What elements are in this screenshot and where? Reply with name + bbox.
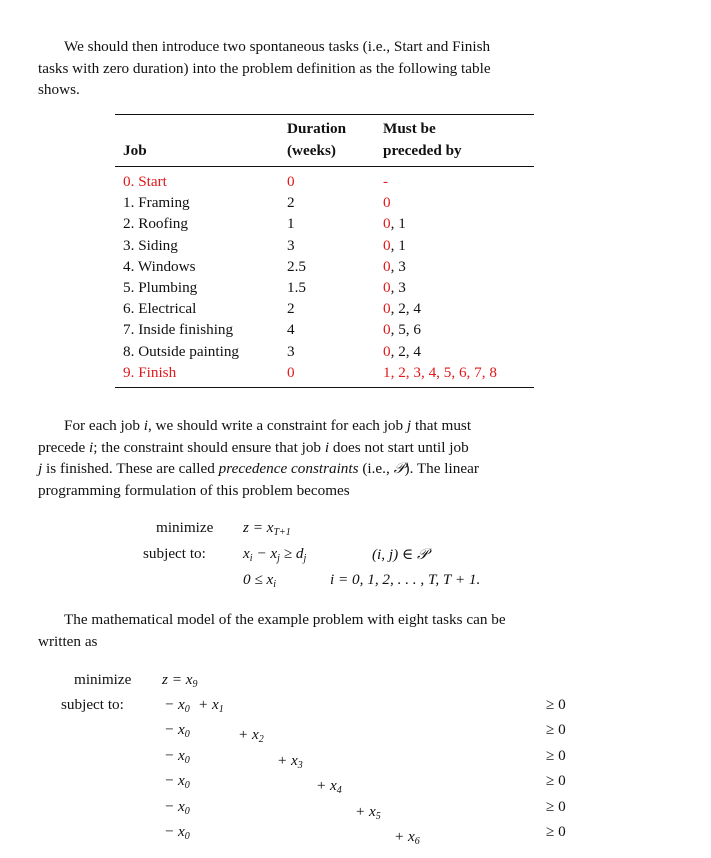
cell-duration: 3	[287, 342, 295, 360]
para2-text: (i.e.,	[358, 460, 394, 477]
model-rhs: ≥ 0	[546, 696, 566, 713]
preceded-rest: , 1	[390, 236, 406, 254]
start-reference: 0	[383, 321, 391, 339]
para3-line-1: The mathematical model of the example problem with eight tasks can be	[64, 611, 506, 628]
preceded-rest: , 3	[390, 279, 406, 296]
para2-emphasis: precedence constraints	[218, 460, 359, 477]
preceded-rest: , 5, 6	[390, 321, 421, 339]
start-reference: 0	[383, 194, 391, 212]
formulation-subject-to: subject to:	[143, 545, 206, 562]
cell-preceded	[383, 321, 421, 339]
formulation-objective	[243, 519, 291, 537]
constraint-text: x	[243, 545, 250, 562]
intro-paragraph	[38, 36, 610, 101]
start-reference: 0	[383, 236, 391, 254]
model-objective	[162, 671, 198, 689]
cell-duration: 2	[287, 300, 295, 318]
cell-preceded	[383, 194, 391, 212]
para2-text: , we should write a constraint for each job	[147, 417, 407, 434]
cell-job: 8. Outside painting	[123, 342, 240, 360]
start-reference: 0	[383, 279, 391, 296]
formulation-minimize: minimize	[156, 519, 214, 536]
table-bottom-rule	[115, 387, 534, 388]
preceded-rest: , 3	[390, 257, 406, 275]
cell-duration: 1	[287, 215, 295, 233]
model-paragraph	[38, 609, 610, 652]
model-pos-term: + $x_4$	[316, 777, 342, 797]
start-reference: 0	[383, 215, 391, 233]
model-neg-term: − $x_0$	[164, 746, 190, 766]
header-preceded-2: preceded by	[383, 142, 462, 159]
cell-preceded	[383, 258, 406, 276]
para2-text: ). The linear	[404, 460, 479, 477]
cell-job: 7. Inside finishing	[123, 321, 234, 339]
cell-preceded: 1, 2, 3, 4, 5, 6, 7, 8	[383, 363, 497, 381]
preceded-rest: , 1	[390, 215, 406, 233]
model-rhs: ≥ 0	[546, 823, 566, 840]
para2-line-4: programming formulation of this problem becomes	[38, 481, 350, 499]
para3-line-2: written as	[38, 632, 98, 650]
model-pos-term: + $x_2$	[238, 726, 264, 746]
model-rhs: ≥ 0	[546, 772, 566, 790]
objective-sub: T+1	[273, 527, 291, 538]
cell-preceded: -	[383, 173, 389, 190]
cell-preceded	[383, 300, 421, 318]
formulation-constraint: $x_i - x_j \ge d_j$	[243, 545, 307, 564]
cell-job: 5. Plumbing	[123, 279, 198, 296]
start-reference: 0	[383, 257, 391, 275]
header-job: Job	[123, 142, 147, 159]
constraint-text: ≥ d	[279, 545, 304, 562]
intro-line-3: shows.	[38, 81, 80, 98]
model-neg-term: − $x_0$	[164, 797, 190, 817]
start-reference: 0	[383, 300, 391, 318]
cell-duration: 0	[287, 363, 295, 381]
constraint-text: − x	[252, 545, 278, 562]
para2-text: does not start until job	[329, 438, 469, 456]
formulation-domain: (i, j) ∈ 𝒫	[372, 546, 428, 563]
formulation-bound: $0 \le x_i$	[243, 571, 277, 590]
para2-text: that must	[411, 417, 472, 434]
model-minimize: minimize	[74, 671, 132, 688]
para2-text: For each job	[64, 417, 144, 434]
cell-duration: 2.5	[287, 257, 306, 275]
cell-job: 4. Windows	[123, 257, 196, 275]
cell-job: 6. Electrical	[123, 300, 197, 318]
preceded-rest: , 2, 4	[390, 300, 421, 318]
cell-job: 1. Framing	[123, 194, 190, 212]
table-header-rule	[115, 166, 534, 167]
cell-job: 0. Start	[123, 173, 167, 190]
bound-text: 0 ≤ x	[243, 571, 274, 588]
model-pos-term: + $x_3$	[277, 751, 303, 771]
cell-preceded	[383, 237, 406, 255]
cell-duration: 2	[287, 194, 295, 212]
model-subject-to: subject to:	[61, 696, 124, 713]
model-objective-text: z = x	[162, 671, 193, 688]
cell-duration: 1.5	[287, 279, 306, 296]
intro-line-1: We should then introduce two spontaneous tasks (i.e., Start and Finish	[64, 38, 491, 55]
intro-line-2: tasks with zero duration) into the problem definition as the following table	[38, 59, 491, 77]
cell-duration: 0	[287, 173, 295, 190]
para2-text: is finished. These are called	[42, 460, 219, 477]
model-neg-term: − $x_0$	[164, 696, 190, 715]
model-neg-term: − $x_0$	[164, 823, 190, 842]
header-duration-1: Duration	[287, 120, 347, 137]
preceded-rest: , 2, 4	[390, 342, 421, 360]
model-rhs: ≥ 0	[546, 721, 566, 739]
header-duration-2: (weeks)	[287, 142, 336, 159]
model-neg-term: − $x_0$	[164, 721, 190, 741]
precedence-paragraph: For each job i, we should write a constraint for each job j that must precede i; the constraint should ensure that job i does not start until job j is finished. These are called precedence constraints (i.e., 𝒫). The linear programming formulation of this problem becomes	[38, 415, 610, 501]
model-objective-sub: 9	[192, 679, 198, 690]
para2-text: ; the constraint should ensure that job	[93, 438, 325, 456]
cell-job: 9. Finish	[123, 363, 177, 381]
model-rhs: ≥ 0	[546, 746, 566, 764]
model-rhs: ≥ 0	[546, 797, 566, 815]
model-pos-term: + $x_1$	[198, 696, 224, 715]
model-pos-term: + $x_5$	[355, 802, 381, 822]
cell-duration: 3	[287, 236, 295, 254]
model-neg-term: − $x_0$	[164, 772, 190, 792]
cell-job: 3. Siding	[123, 236, 178, 254]
formulation-bound-range: i = 0, 1, 2, . . . , T, T + 1.	[330, 571, 481, 588]
cell-preceded	[383, 215, 406, 233]
model-pos-term: + $x_6$	[394, 828, 420, 847]
table-top-rule	[115, 114, 534, 115]
cell-preceded	[383, 343, 421, 361]
para2-text: precede	[38, 438, 90, 456]
cell-job: 2. Roofing	[123, 215, 188, 233]
cell-duration: 4	[287, 321, 295, 339]
cell-preceded	[383, 279, 406, 297]
objective-text: z = x	[243, 519, 274, 536]
header-preceded-1: Must be	[383, 120, 436, 137]
start-reference: 0	[383, 342, 391, 360]
